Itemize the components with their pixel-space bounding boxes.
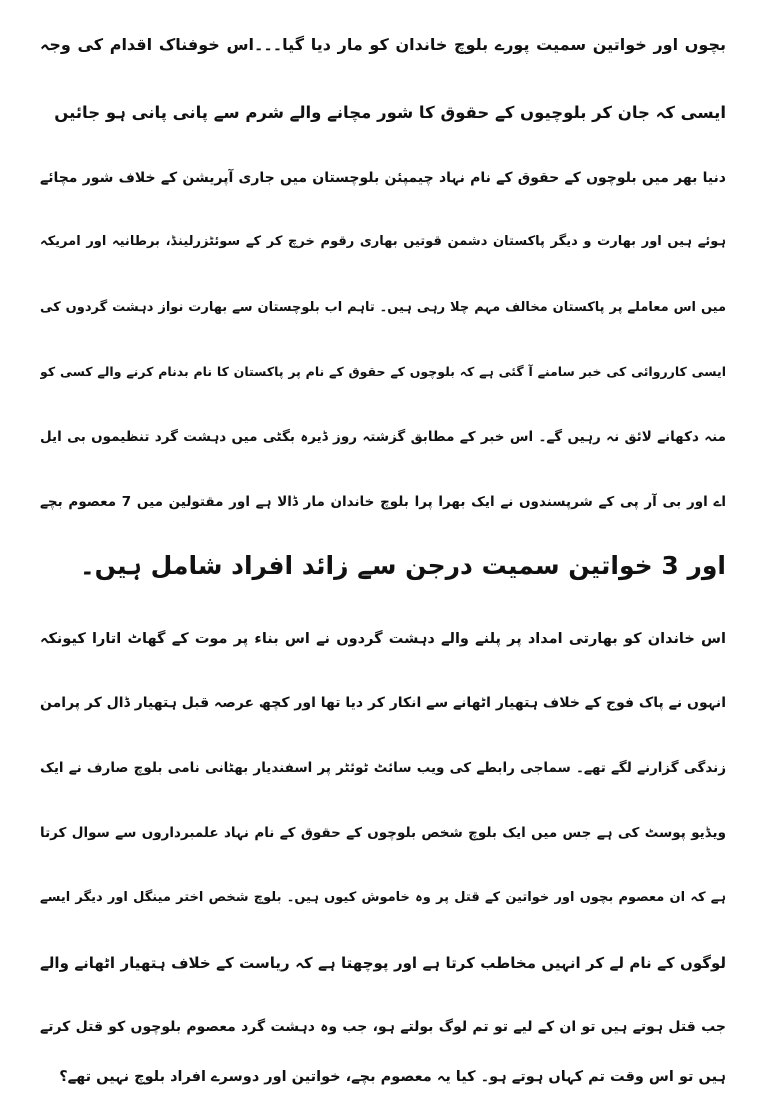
paragraph-line: انہوں نے پاک فوج کے خلاف ہتھیار اٹھانے سے انکار کر دیا تھا اور کچھ عرصہ قبل ہتھیار ڈال کر پرامن: [40, 695, 726, 711]
paragraph-line: زندگی گزارنے لگے تھے۔ سماجی رابطے کی ویب سائٹ ٹوئٹر پر اسفندیار بھٹانی نامی بلوچ صارف نے ایک: [40, 760, 726, 776]
paragraph-line: لوگوں کے نام لے کر انہیں مخاطب کرتا ہے اور پوچھتا ہے کہ ریاست کے خلاف ہتھیار اٹھانے والے: [40, 954, 726, 972]
paragraph-line: ویڈیو پوسٹ کی ہے جس میں ایک بلوچ شخص بلوچوں کے حقوق کے نام نہاد علمبرداروں سے سوال کرتا: [40, 825, 726, 841]
paragraph-line: منہ دکھانے لائق نہ رہیں گے۔ اس خبر کے مطابق گزشتہ روز ڈیرہ بگٹی میں دہشت گرد تنظیموں بی ایل: [40, 429, 726, 445]
paragraph-line: ہے کہ ان معصوم بچوں اور خواتین کے قتل پر وہ خاموش کیوں ہیں۔ بلوچ شخص اختر مینگل اور دیگر ایسے: [40, 890, 726, 905]
paragraph-line: میں اس معاملے پر پاکستان مخالف مہم چلا رہی ہیں۔ تاہم اب بلوچستان سے بھارت نواز دہشت گردوں کی: [40, 300, 726, 315]
paragraph-line: اے اور بی آر پی کے شرپسندوں نے ایک بھرا پرا بلوچ خاندان مار ڈالا ہے اور مقتولین میں 7 معصوم بچے: [40, 494, 726, 510]
paragraph-line: ایسی کارروائی کی خبر سامنے آ گئی ہے کہ بلوچوں کے حقوق کے نام پر پاکستان کا نام بدنام کرنے والے کسی کو: [40, 364, 726, 379]
paragraph-line: جب قتل ہوتے ہیں تو ان کے لیے تو تم لوگ بولتے ہو، جب وہ دہشت گرد معصوم بلوچوں کو قتل کرتے: [40, 1019, 726, 1035]
paragraph-line: ہیں تو اس وقت تم کہاں ہوتے ہو۔ کیا یہ معصوم بچے، خواتین اور دوسرے افراد بلوچ نہیں تھے؟: [59, 1069, 726, 1085]
paragraph-line: ہوئے ہیں اور بھارت و دیگر پاکستان دشمن قوتیں بھاری رقوم خرچ کر کے سوئٹزرلینڈ، برطانیہ اور امریکہ: [40, 234, 726, 249]
paragraph-line: اور 3 خواتین سمیت درجن سے زائد افراد شامل ہیں۔: [79, 551, 726, 580]
headline-line: بچوں اور خواتین سمیت پورے بلوچ خاندان کو مار دیا گیا۔۔۔اس خوفناک اقدام کی وجہ: [40, 35, 726, 54]
paragraph-line: اس خاندان کو بھارتی امداد پر پلنے والے دہشت گردوں نے اس بناء پر موت کے گھاٹ اتارا کیونکہ: [40, 631, 726, 647]
headline-line: ایسی کہ جان کر بلوچیوں کے حقوق کا شور مچانے والے شرم سے پانی پانی ہو جائیں: [54, 103, 726, 122]
paragraph-line: دنیا بھر میں بلوچوں کے حقوق کے نام نہاد چیمپئن بلوچستان میں جاری آپریشن کے خلاف شور مچائے: [40, 170, 726, 186]
